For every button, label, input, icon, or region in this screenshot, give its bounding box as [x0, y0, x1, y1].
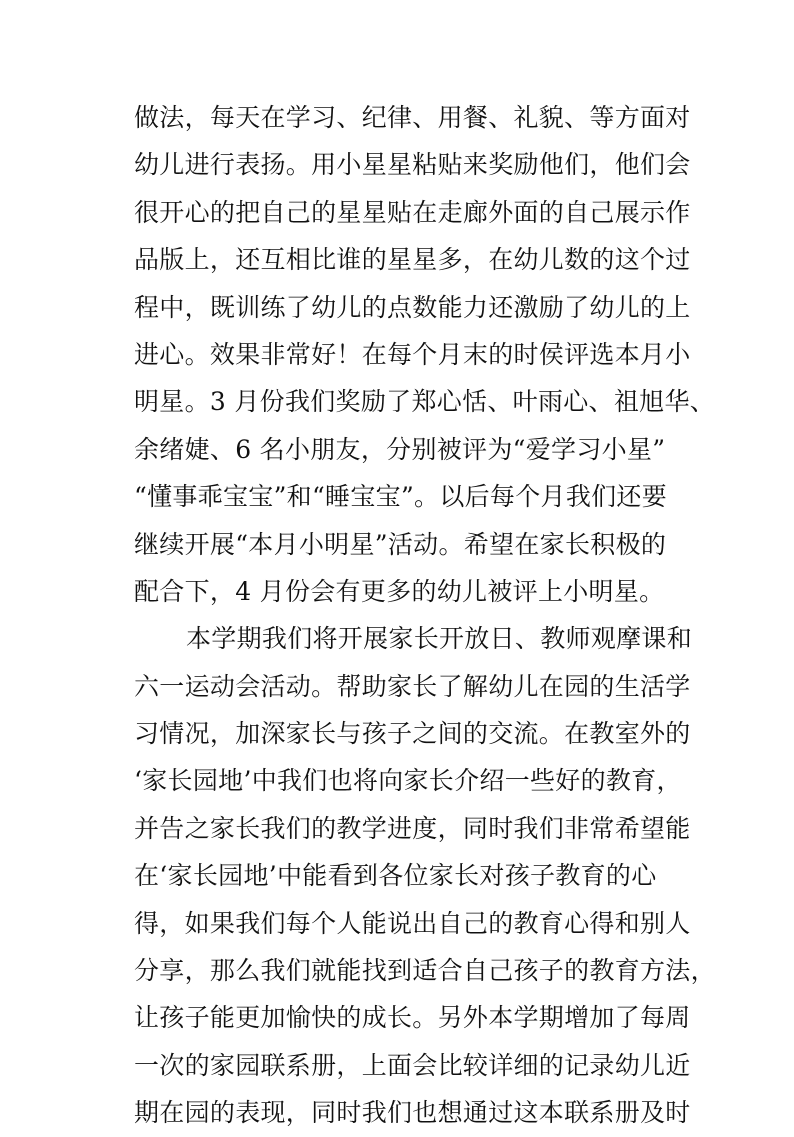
text-line: 期在园的表现，同时我们也想通过这本联系册及时 [134, 1098, 691, 1128]
text-line: 六一运动会活动。帮助家长了解幼儿在园的生活学 [134, 671, 691, 701]
document-body [134, 94, 716, 1137]
text-line: 在‘家长园地’中能看到各位家长对孩子教育的心 [134, 861, 657, 891]
text-line: 分享，那么我们就能找到适合自己孩子的教育方法， [134, 956, 716, 986]
text-line: 一次的家园联系册，上面会比较详细的记录幼儿近 [134, 1050, 691, 1080]
text-line: ‘家长园地’中我们也将向家长介绍一些好的教育， [134, 766, 682, 796]
text-line: 习情况，加深家长与孩子之间的交流。在教室外的 [134, 719, 691, 749]
text-line: 并告之家长我们的教学进度，同时我们非常希望能 [134, 813, 691, 843]
text-line: 配合下，4 月份会有更多的幼儿被评上小明星。 [134, 576, 665, 606]
text-line: “懂事乖宝宝”和“睡宝宝”。以后每个月我们还要 [134, 482, 668, 512]
text-line: 明星。3 月份我们奖励了郑心恬、叶雨心、祖旭华、 [134, 387, 716, 417]
text-line: 做法，每天在学习、纪律、用餐、礼貌、等方面对 [134, 103, 691, 132]
text-line: 幼儿进行表扬。用小星星粘贴来奖励他们，他们会 [134, 150, 691, 180]
text-line: 继续开展“本月小明星”活动。希望在家长积极的 [134, 529, 667, 559]
text-line: 余绪婕、6 名小朋友，分别被评为“爱学习小星” [134, 434, 666, 464]
text-line: 得，如果我们每个人能说出自己的教育心得和别人 [134, 908, 691, 938]
text-line: 很开心的把自己的星星贴在走廊外面的自己展示作 [134, 197, 691, 227]
paragraph-start-line: 本学期我们将开展家长开放日、教师观摩课和 [186, 624, 693, 654]
text-line: 让孩子能更加愉快的成长。另外本学期增加了每周 [134, 1003, 691, 1033]
text-line: 品版上，还互相比谁的星星多，在幼儿数的这个过 [134, 245, 691, 275]
text-line: 进心。效果非常好！在每个月末的时侯评选本月小 [134, 339, 691, 369]
text-line: 程中，既训练了幼儿的点数能力还激励了幼儿的上 [134, 292, 691, 322]
